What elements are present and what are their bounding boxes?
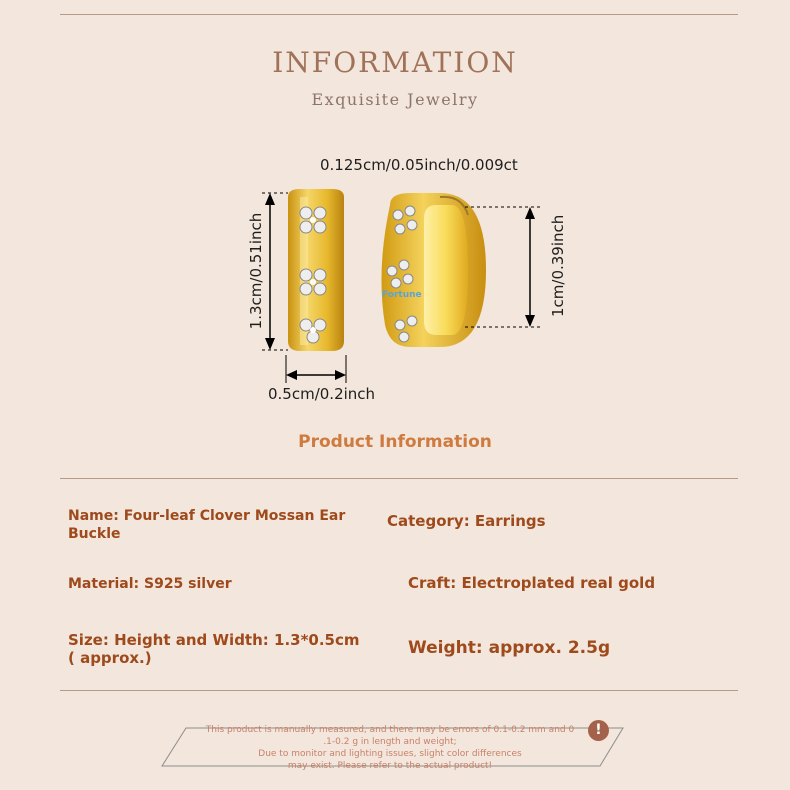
width-label: 0.5cm/0.2inch [268, 385, 376, 403]
warning-icon: ! [588, 720, 609, 741]
note-line-4: may exist. Please refer to the actual product! [287, 761, 493, 771]
page-title: INFORMATION [272, 46, 518, 79]
info-bottom-divider [60, 690, 738, 691]
note-line-3: Due to monitor and lighting issues, slight color differences [258, 749, 522, 759]
hoop-size-label: 1cm/0.39inch [549, 214, 567, 317]
product-name: Name: Four-leaf Clover Mossan Ear Buckle [68, 508, 346, 542]
disclaimer-note [180, 724, 600, 772]
note-line-1: This product is manually measured, and there may be errors of 0.1-0.2 mm and 0 [205, 725, 575, 735]
product-weight: Weight: approx. 2.5g [408, 638, 611, 658]
earring-dimension-diagram [240, 175, 580, 390]
height-dimension-arrow [262, 193, 288, 350]
note-line-2: .1-0.2 g in length and weight; [323, 737, 457, 747]
product-category: Category: Earrings [387, 512, 546, 530]
top-divider [60, 14, 738, 15]
info-top-divider [60, 478, 738, 479]
product-size: Size: Height and Width: 1.3*0.5cm ( approx.) [68, 631, 360, 667]
height-label: 1.3cm/0.51inch [247, 212, 265, 330]
product-craft: Craft: Electroplated real gold [408, 574, 656, 592]
section-title: Product Information [298, 432, 492, 452]
page-subtitle: Exquisite Jewelry [311, 90, 479, 109]
fortune-watermark: Fortune [382, 290, 422, 300]
product-material: Material: S925 silver [68, 576, 232, 592]
width-dimension-arrow [286, 355, 346, 383]
stone-size-label: 0.125cm/0.05inch/0.009ct [320, 156, 518, 174]
